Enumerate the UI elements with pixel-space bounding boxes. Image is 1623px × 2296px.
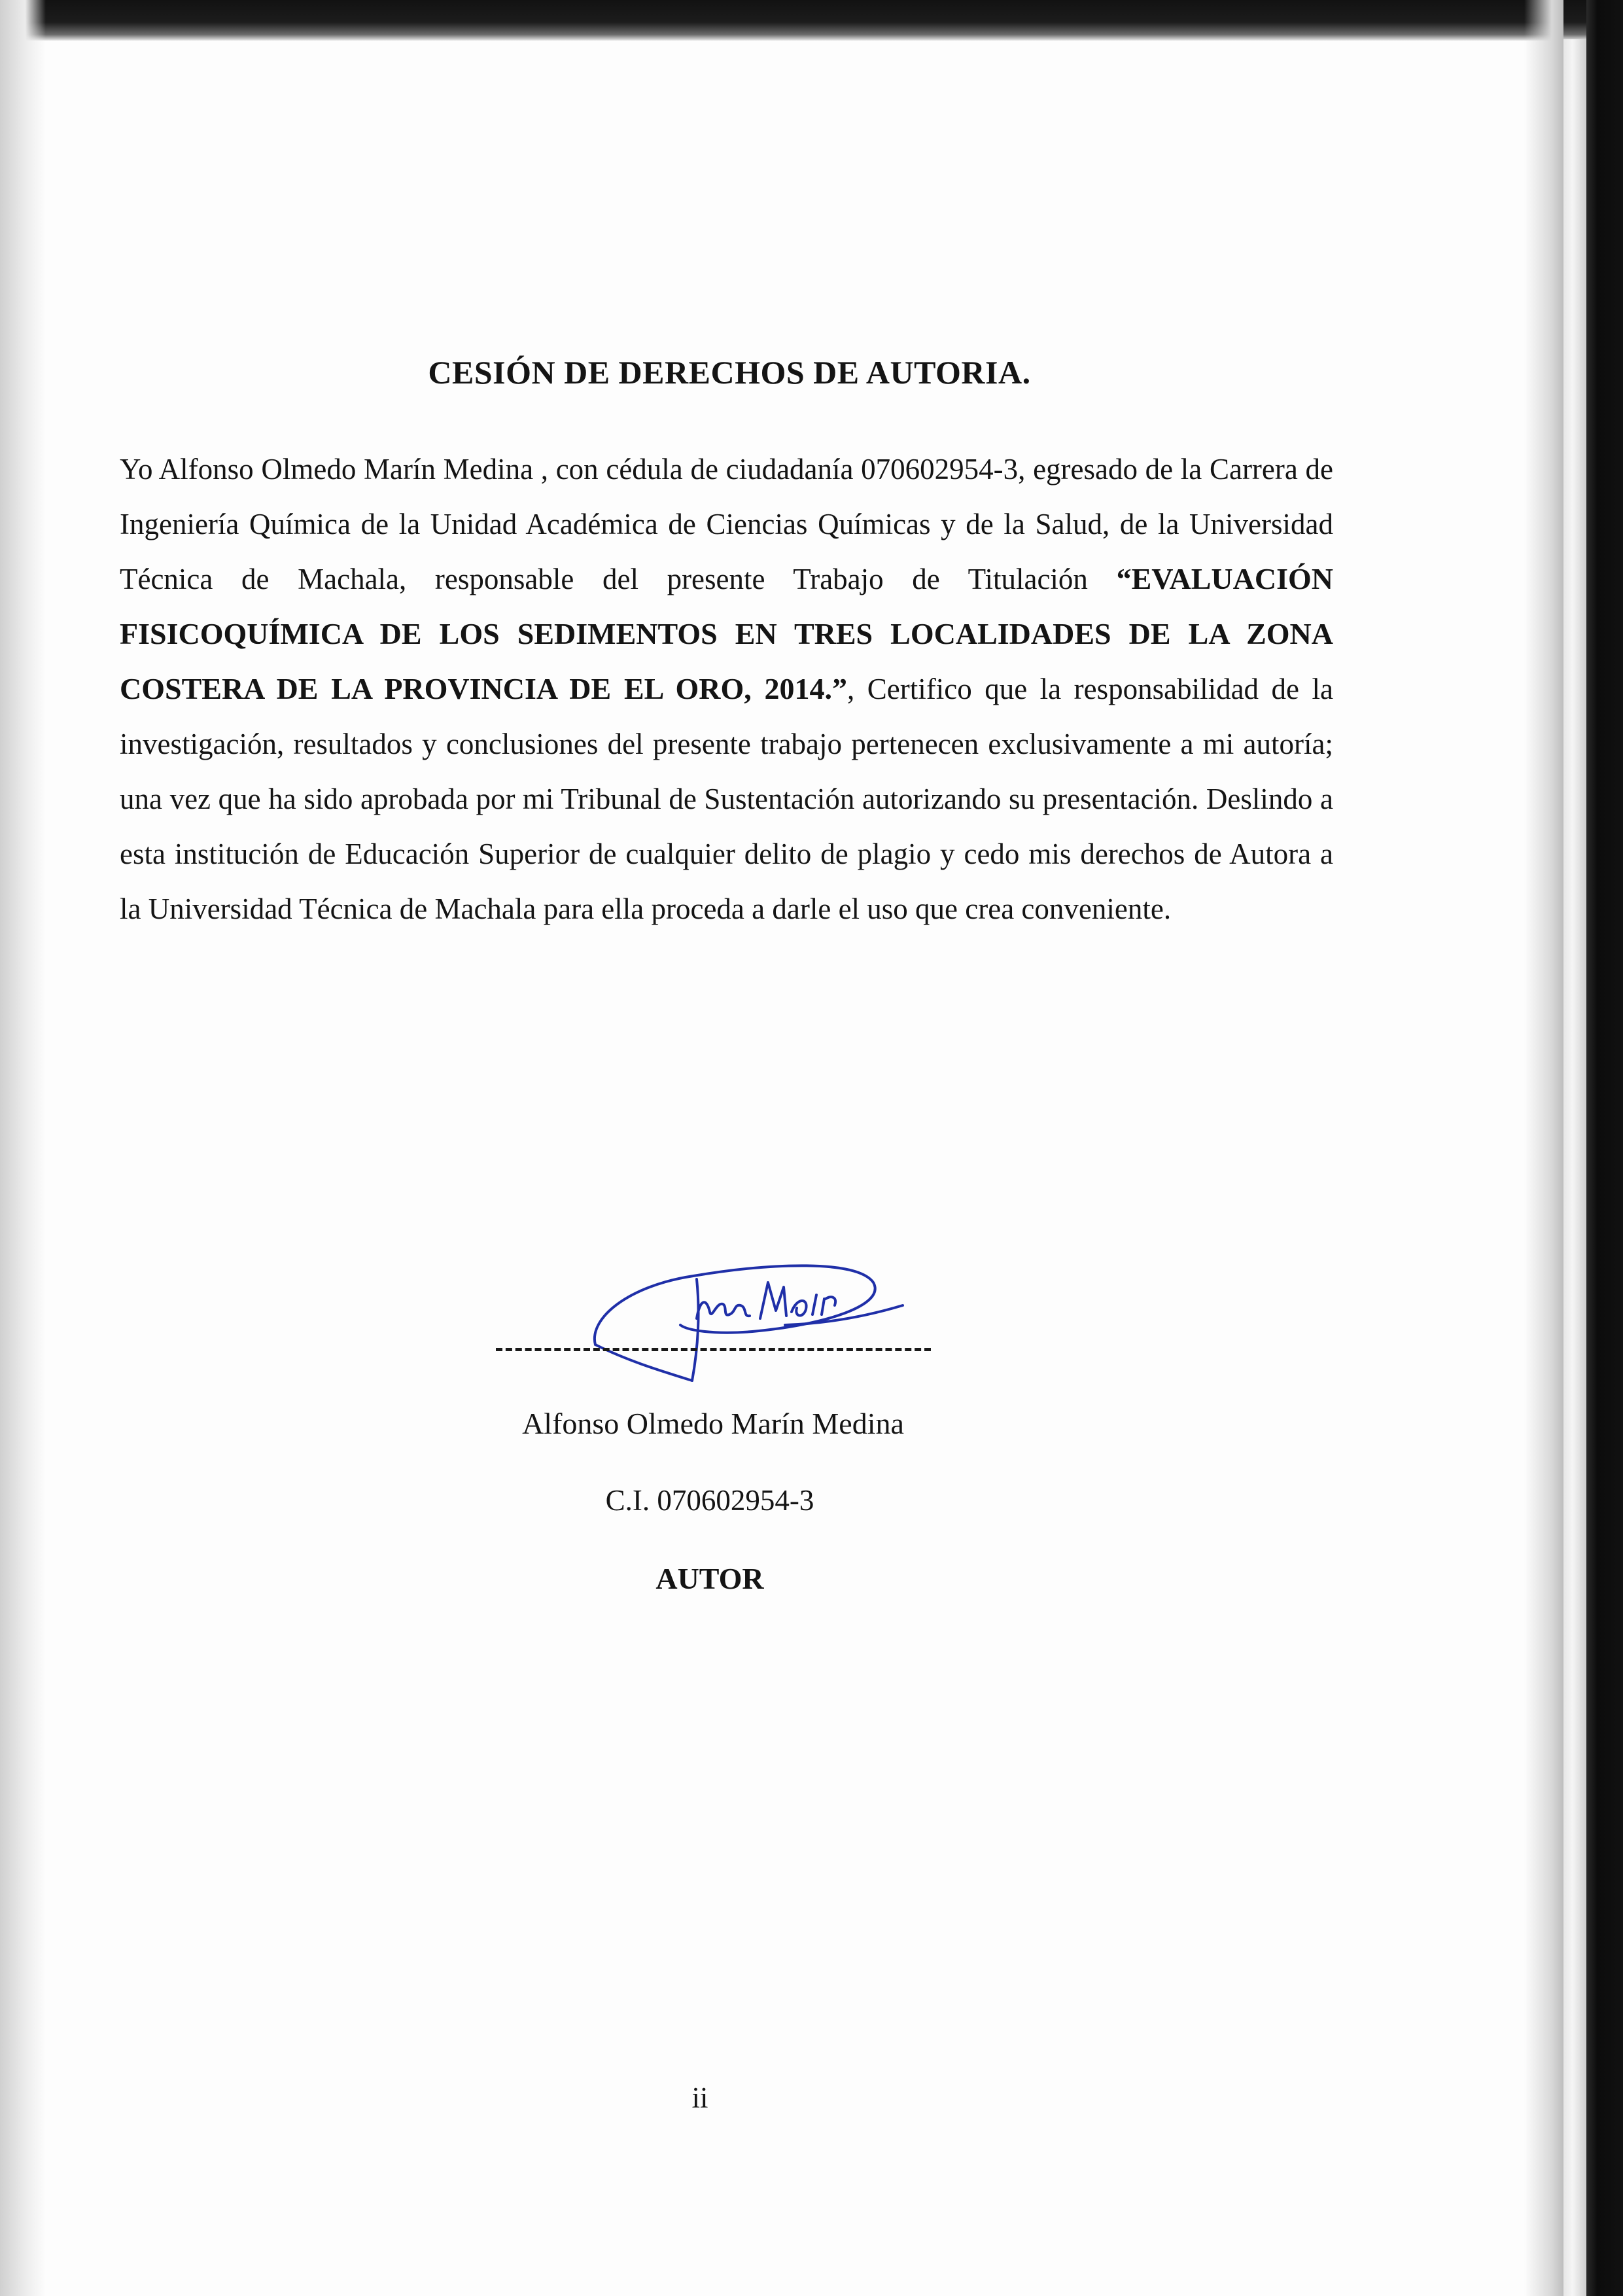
scan-edge-left [0, 0, 46, 2296]
declaration-paragraph [120, 442, 1333, 936]
scan-edge-right [1586, 0, 1623, 2296]
scan-edge-right-shadow [1524, 0, 1563, 2296]
paragraph-intro: Yo Alfonso Olmedo Marín Medina , con cédula de ciudadanía 070602954-3, egresado de la Carrera de Ingeniería Química de la Unidad Académica de Ciencias Químicas y de la Salud, de la Universidad Técnica de Machala, responsable del presente Trabajo de Titulación [120, 453, 1333, 595]
signer-role: AUTOR [655, 1562, 764, 1595]
document-title: CESIÓN DE DERECHOS DE AUTORIA. [428, 353, 1031, 391]
scan-edge-top [0, 0, 1623, 41]
thesis-title: “EVALUACIÓN FISICOQUÍMICA DE LOS SEDIMENTOS EN TRES LOCALIDADES DE LA ZONA COSTERA DE LA PROVINCIA DE EL ORO, 2014.” [120, 562, 1333, 705]
signer-id-number: C.I. 070602954-3 [605, 1484, 814, 1517]
scan-edge-right-band [1563, 39, 1586, 2296]
handwritten-signature [589, 1246, 916, 1397]
signer-name: Alfonso Olmedo Marín Medina [522, 1407, 904, 1440]
signature-line [496, 1348, 931, 1351]
paragraph-rest: , Certifico que la responsabilidad de la investigación, resultados y conclusiones del presente trabajo pertenecen exclusivamente a mi autoría; una vez que ha sido aprobada por mi Tribunal de Sustentación autorizando su presentación. Deslindo a esta institución de Educación Superior de cualquier delito de plagio y cedo mis derechos de Autora a la Universidad Técnica de Machala para ella proceda a darle el uso que crea conveniente. [120, 673, 1333, 925]
page-number: ii [691, 2081, 708, 2114]
